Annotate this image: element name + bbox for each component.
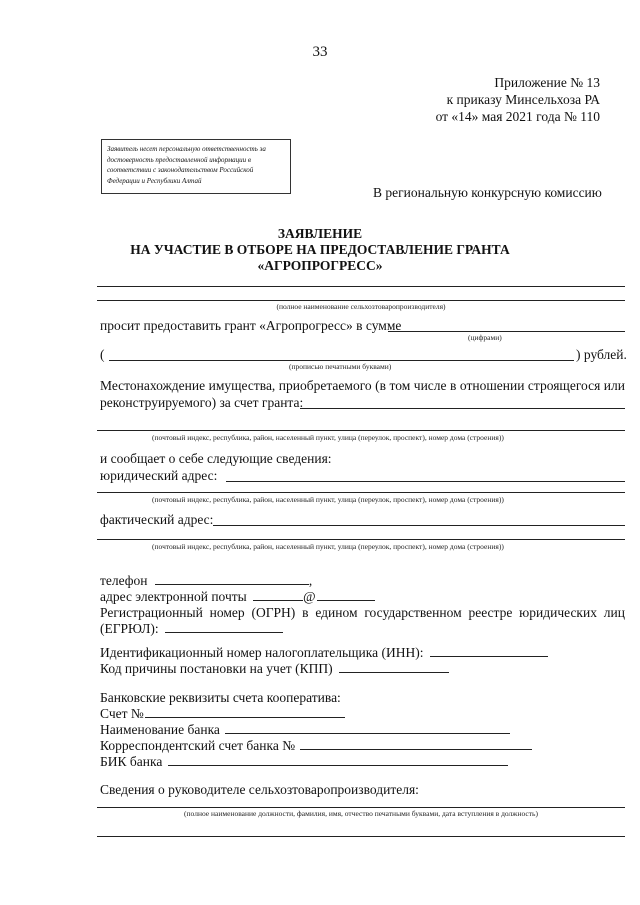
account-row — [100, 706, 345, 722]
inn-field[interactable] — [430, 645, 548, 657]
ogrn-row — [100, 621, 283, 637]
legal-address-field[interactable] — [226, 481, 625, 482]
appendix-reference — [340, 74, 600, 125]
addressee: В региональную конкурсную комиссию — [373, 185, 602, 200]
property-location-label-2: реконструируемого) за счет гранта: — [100, 395, 304, 410]
producer-name-line-2[interactable] — [97, 300, 625, 301]
actual-address-field[interactable] — [213, 525, 625, 526]
page-number: 33 — [312, 44, 328, 60]
appendix-line-1: Приложение № 13 — [494, 75, 600, 90]
kpp-field[interactable] — [339, 661, 449, 673]
property-address-caption: (почтовый индекс, республика, район, населенный пункт, улица (переулок, проспект), номер дома (строения)) — [152, 433, 504, 442]
document-title — [0, 226, 640, 274]
ogrn-label-2: (ЕГРЮЛ): — [100, 621, 159, 636]
appendix-line-3: от «14» мая 2021 года № 110 — [435, 109, 600, 124]
phone-field[interactable] — [155, 573, 309, 585]
bank-name-row — [100, 722, 510, 738]
legal-address-line-2[interactable] — [97, 492, 625, 493]
ogrn-field[interactable] — [165, 621, 283, 633]
appendix-line-2: к приказу Минсельхоза РА — [446, 92, 600, 107]
producer-name-line-1[interactable] — [97, 286, 625, 287]
property-location-line-2[interactable] — [97, 430, 625, 431]
disclaimer-box: Заявитель несет персональную ответственность за достоверность предоставленной информации в соответствии с законодательством Российской Федерации и Республики Алтай — [101, 139, 291, 194]
bik-row — [100, 754, 508, 770]
digits-caption: (цифрами) — [468, 333, 502, 342]
bank-name-label: Наименование банка — [100, 722, 220, 737]
title-line-3: «АГРОПРОГРЕСС» — [257, 258, 383, 273]
email-at-sign: @ — [303, 589, 316, 604]
grant-request-label: просит предоставить грант «Агропрогресс» в сумме — [100, 318, 402, 333]
head-info-line-2[interactable] — [97, 836, 625, 837]
ogrn-label-1: Регистрационный номер (ОГРН) в едином государственном реестре юридических лиц — [100, 605, 625, 620]
property-location-field[interactable] — [300, 408, 625, 409]
bik-label: БИК банка — [100, 754, 163, 769]
actual-address-label: фактический адрес: — [100, 512, 214, 527]
account-field[interactable] — [145, 706, 345, 718]
open-paren: ( — [100, 347, 105, 362]
words-caption: (прописью печатными буквами) — [289, 362, 392, 371]
head-info-caption: (полное наименование должности, фамилия, имя, отчество печатными буквами, дата вступления в должность) — [184, 809, 538, 818]
title-line-1: ЗАЯВЛЕНИЕ — [277, 226, 363, 241]
bank-name-field[interactable] — [225, 722, 510, 734]
property-location-label-1: Местонахождение имущества, приобретаемого (в том числе в отношении строящегося или — [100, 378, 625, 393]
email-user-field[interactable] — [253, 589, 303, 601]
grant-sum-words-field[interactable] — [109, 360, 574, 361]
actual-address-line-2[interactable] — [97, 539, 625, 540]
kpp-row — [100, 661, 449, 677]
head-info-label: Сведения о руководителе сельхозтоваропроизводителя: — [100, 782, 419, 797]
phone-label: телефон — [100, 573, 148, 588]
reports-info-label: и сообщает о себе следующие сведения: — [100, 451, 332, 466]
email-label: адрес электронной почты — [100, 589, 247, 604]
grant-sum-digits-field[interactable] — [388, 331, 625, 332]
email-row — [100, 589, 375, 605]
rubles-label: ) рублей. — [576, 347, 627, 362]
inn-label: Идентификационный номер налогоплательщика (ИНН): — [100, 645, 424, 660]
phone-row — [100, 573, 312, 589]
phone-comma: , — [308, 573, 313, 588]
corr-account-row — [100, 738, 532, 754]
bank-details-label: Банковские реквизиты счета кооператива: — [100, 690, 341, 705]
corr-account-field[interactable] — [300, 738, 532, 750]
email-domain-field[interactable] — [317, 589, 375, 601]
kpp-label: Код причины постановки на учет (КПП) — [100, 661, 333, 676]
corr-account-label: Корреспондентский счет банка № — [100, 738, 296, 753]
producer-name-caption: (полное наименование сельхозтоваропроизводителя) — [276, 302, 446, 311]
account-label: Счет № — [100, 706, 144, 721]
head-info-line-1[interactable] — [97, 807, 625, 808]
bik-field[interactable] — [168, 754, 508, 766]
legal-address-caption: (почтовый индекс, республика, район, населенный пункт, улица (переулок, проспект), номер дома (строения)) — [152, 495, 504, 504]
legal-address-label: юридический адрес: — [100, 468, 218, 483]
inn-row — [100, 645, 548, 661]
actual-address-caption: (почтовый индекс, республика, район, населенный пункт, улица (переулок, проспект), номер дома (строения)) — [152, 542, 504, 551]
title-line-2: НА УЧАСТИЕ В ОТБОРЕ НА ПРЕДОСТАВЛЕНИЕ ГРАНТА — [130, 242, 510, 257]
